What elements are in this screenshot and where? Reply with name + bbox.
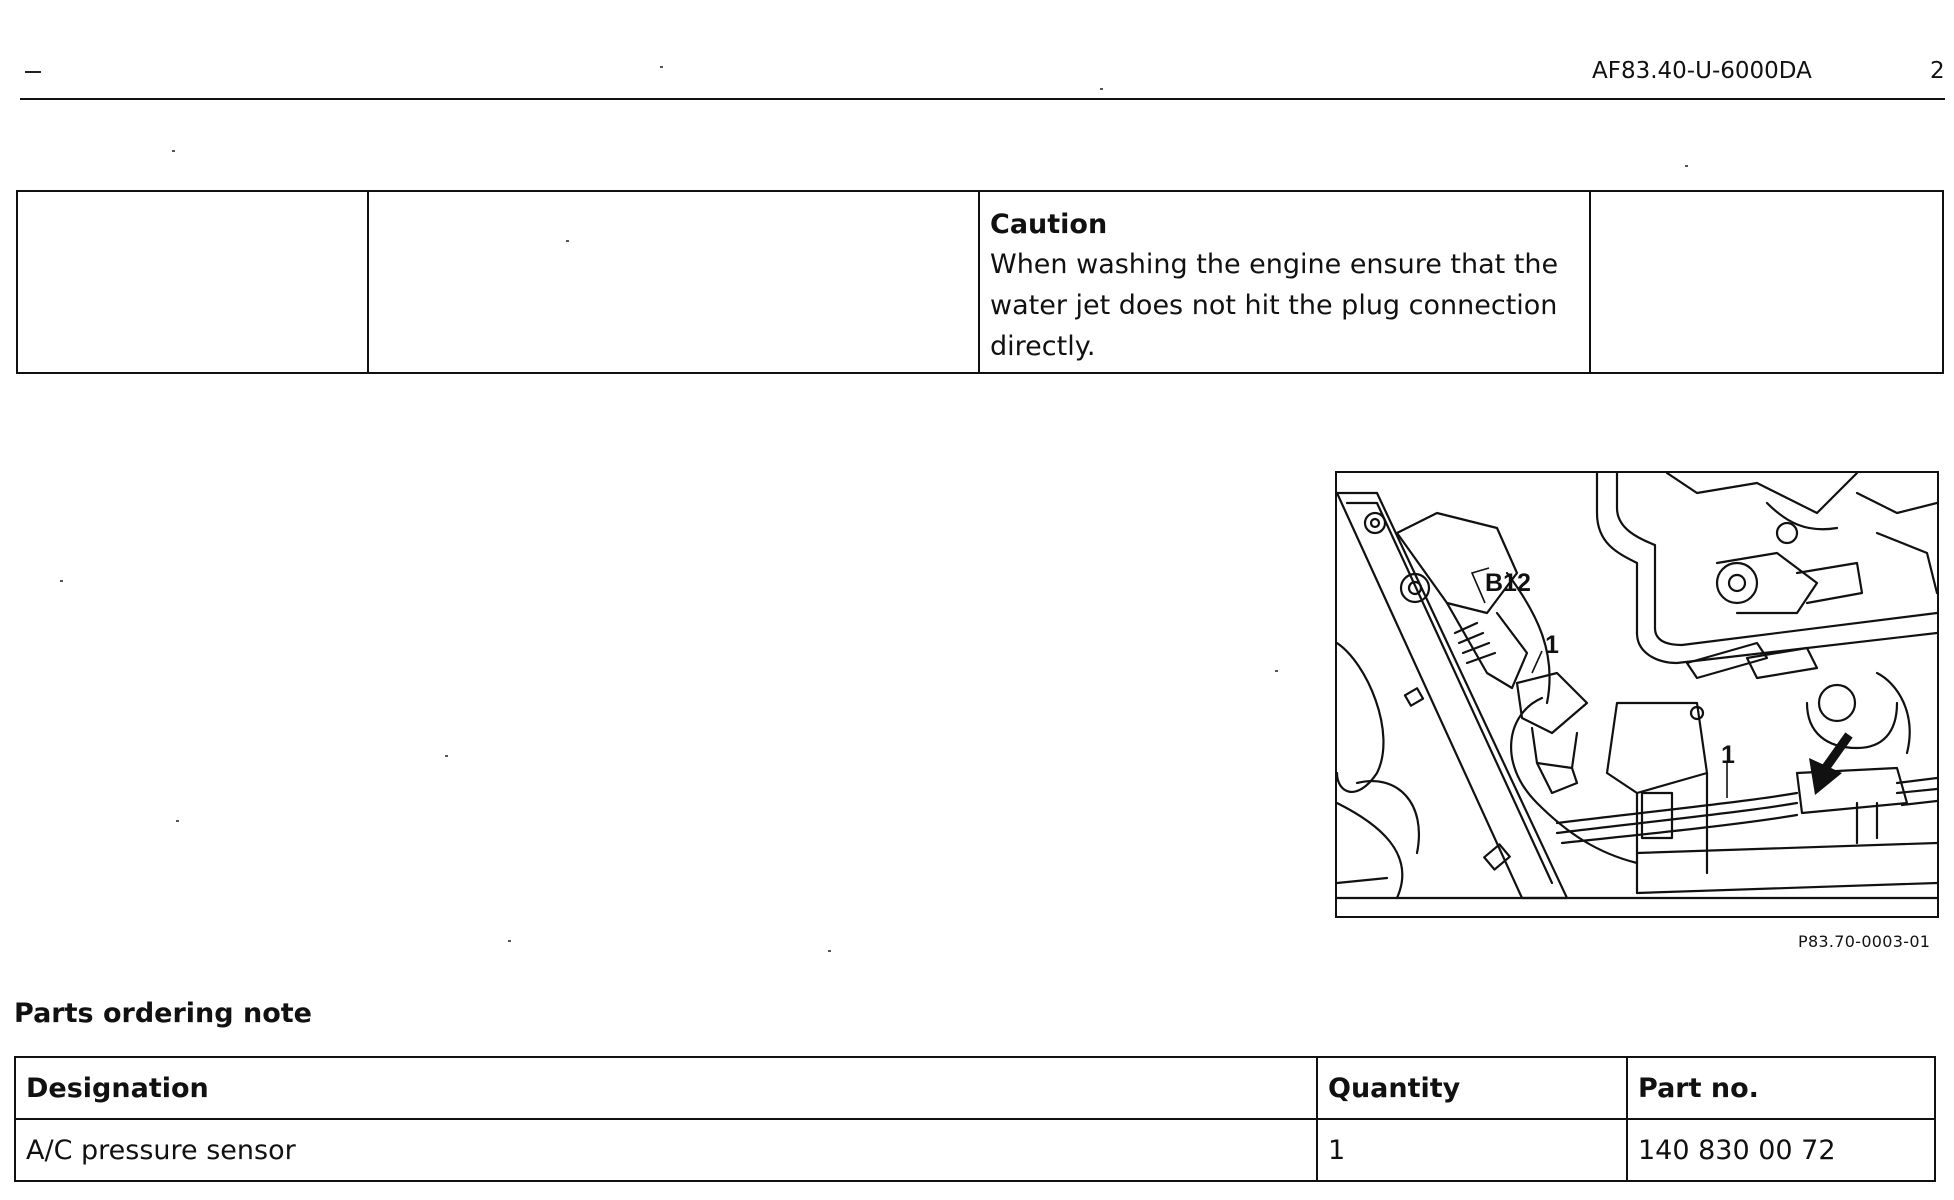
- scan-speck: [660, 66, 663, 68]
- caution-title: Caution: [990, 209, 1108, 240]
- scan-speck: [566, 240, 569, 242]
- figure-label-b12: B12: [1485, 569, 1531, 597]
- cell-designation: A/C pressure sensor: [15, 1119, 1317, 1181]
- scan-speck: [1100, 88, 1103, 90]
- table-row: [15, 1119, 1935, 1181]
- caution-empty-cell: [17, 191, 368, 373]
- parts-table: [14, 1056, 1936, 1182]
- header-mark: [25, 71, 41, 73]
- scan-speck: [445, 755, 448, 757]
- cell-quantity: 1: [1317, 1119, 1627, 1181]
- scan-speck: [1685, 165, 1688, 167]
- caution-empty-cell: [1590, 191, 1943, 373]
- page-number: 2: [1930, 58, 1945, 84]
- scan-speck: [60, 580, 63, 582]
- parts-heading: Parts ordering note: [14, 998, 312, 1029]
- engine-illustration: [1337, 473, 1937, 916]
- header-rule: [20, 98, 1945, 100]
- cell-part-no: 140 830 00 72: [1627, 1119, 1935, 1181]
- column-header-part-no: Part no.: [1627, 1057, 1935, 1119]
- caution-text: When washing the engine ensure that the water jet does not hit the plug connection directly.: [990, 249, 1559, 362]
- figure-caption: P83.70-0003-01: [1798, 932, 1931, 951]
- parts-header-row: [15, 1057, 1935, 1119]
- document-id: AF83.40-U-6000DA: [1592, 58, 1812, 84]
- engine-figure: [1335, 471, 1939, 918]
- leader-1-upper: [1532, 651, 1542, 673]
- scan-speck: [1275, 670, 1278, 672]
- figure-label-1-upper: 1: [1545, 631, 1559, 659]
- scan-speck: [172, 150, 175, 152]
- scan-speck: [508, 940, 511, 942]
- caution-cell: [979, 191, 1590, 373]
- column-header-quantity: Quantity: [1317, 1057, 1627, 1119]
- figure-label-1-lower: 1: [1721, 741, 1735, 769]
- scan-speck: [176, 820, 179, 822]
- caution-table: [16, 190, 1944, 374]
- column-header-designation: Designation: [15, 1057, 1317, 1119]
- scan-speck: [828, 950, 831, 952]
- caution-empty-cell: [368, 191, 979, 373]
